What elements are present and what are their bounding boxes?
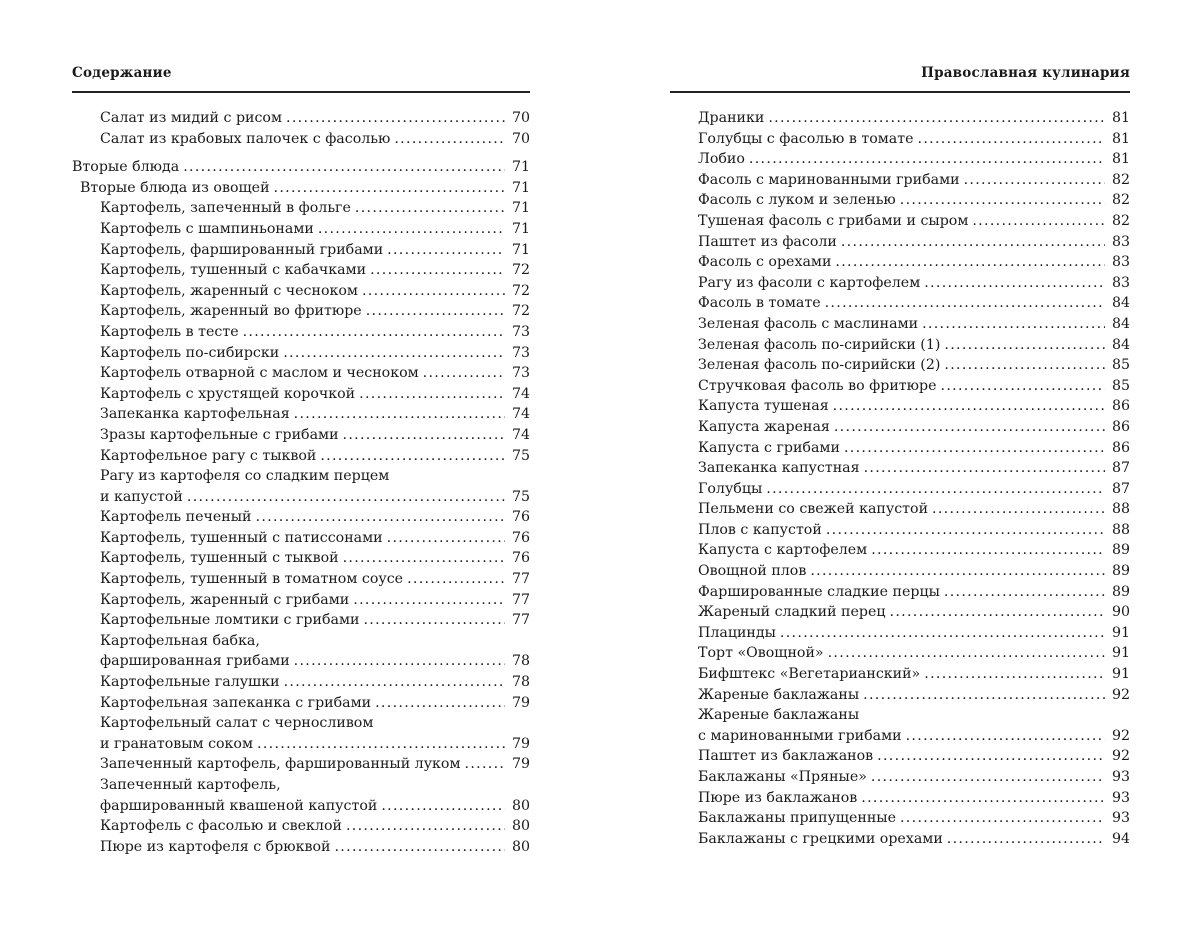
dot-leader xyxy=(780,623,1105,644)
toc-entry-page-number: 87 xyxy=(1111,480,1130,497)
toc-entry xyxy=(72,590,530,611)
toc-entry-title: Драники xyxy=(698,110,765,126)
toc-entry-title: Картофель, тушенный с патиссонами xyxy=(100,529,383,546)
toc-entry xyxy=(670,520,1130,541)
toc-entry-title: Запеканка капустная xyxy=(698,460,860,477)
dot-leader xyxy=(828,643,1105,664)
header-rule-left xyxy=(72,91,530,93)
toc-entry-page-number: 74 xyxy=(511,385,530,402)
toc-entry-page-number: 80 xyxy=(511,818,530,835)
toc-entry-title: Фасоль в томате xyxy=(698,295,821,312)
toc-entry-page-number: 91 xyxy=(1111,624,1130,641)
toc-entry-page-number: 92 xyxy=(1111,748,1130,765)
toc-entry-title: Фасоль с маринованными грибами xyxy=(698,171,960,188)
toc-entry xyxy=(670,540,1130,561)
toc-entry xyxy=(670,149,1130,170)
dot-leader xyxy=(375,693,505,714)
dot-leader xyxy=(318,219,505,240)
toc-entry xyxy=(670,252,1130,273)
toc-entry-title: Вторые блюда из овощей xyxy=(80,179,270,196)
toc-entry xyxy=(670,438,1130,459)
toc-entry xyxy=(670,355,1130,376)
toc-entry xyxy=(72,129,530,150)
toc-entry-page-number: 78 xyxy=(511,674,530,691)
toc-entry xyxy=(72,754,530,775)
toc-entry xyxy=(670,293,1130,314)
toc-entry-title: Баклажаны припущенные xyxy=(698,810,896,827)
toc-entry-title: Картофельная запеканка с грибами xyxy=(100,694,372,711)
toc-list-right xyxy=(670,108,1130,849)
toc-entry-title: Жареные баклажаны xyxy=(698,707,860,724)
toc-entry xyxy=(72,548,530,569)
toc-entry-title: Картофельное рагу с тыквой xyxy=(100,447,317,464)
toc-entry-page-number: 71 xyxy=(511,179,530,196)
dot-leader xyxy=(749,149,1105,170)
toc-entry-title: Бифштекс «Вегетарианский» xyxy=(698,666,921,683)
dot-leader xyxy=(346,816,505,837)
toc-entry-title: Картофель отварной с маслом и чесноком xyxy=(100,365,419,382)
toc-entry-page-number: 87 xyxy=(1111,460,1130,477)
dot-leader xyxy=(294,404,505,425)
toc-entry-page-number: 73 xyxy=(511,344,530,361)
dot-leader xyxy=(906,726,1105,747)
dot-leader xyxy=(359,384,505,405)
toc-entry xyxy=(670,829,1130,850)
dot-leader xyxy=(283,343,505,364)
toc-entry-page-number: 85 xyxy=(1111,357,1130,374)
dot-leader xyxy=(353,590,505,611)
toc-entry xyxy=(670,582,1130,603)
toc-entry-title: Картофель с шампиньонами xyxy=(100,220,314,237)
toc-entry xyxy=(670,211,1130,232)
toc-entry-page-number: 79 xyxy=(511,735,530,752)
toc-entry-page-number: 81 xyxy=(1111,151,1130,168)
toc-entry-title: Зразы картофельные с грибами xyxy=(100,426,339,443)
toc-entry-title: Жареный сладкий перец xyxy=(698,604,886,621)
toc-entry xyxy=(72,569,530,590)
toc-entry-title: Салат из мидий с рисом xyxy=(100,110,283,126)
dot-leader xyxy=(387,528,505,549)
toc-entry-title: Торт «Овощной» xyxy=(698,645,824,662)
dot-leader xyxy=(944,355,1105,376)
toc-entry-title: Фасоль с орехами xyxy=(698,254,832,271)
dot-leader xyxy=(941,376,1106,397)
toc-entry-page-number: 91 xyxy=(1111,645,1130,662)
dot-leader xyxy=(964,170,1105,191)
toc-entry-title: Зеленая фасоль по-сирийски (2) xyxy=(698,357,941,374)
toc-entry-page-number: 86 xyxy=(1111,439,1130,456)
toc-entry xyxy=(670,314,1130,335)
dot-leader xyxy=(294,651,505,672)
toc-entry-title: Лобио xyxy=(698,151,745,168)
dot-leader xyxy=(243,322,505,343)
toc-entry xyxy=(670,479,1130,500)
toc-entry-title: Картофель с хрустящей корочкой xyxy=(100,385,356,402)
dot-leader xyxy=(284,672,505,693)
toc-entry xyxy=(670,335,1130,356)
toc-entry-page-number: 83 xyxy=(1111,233,1130,250)
toc-entry-page-number: 71 xyxy=(511,200,530,217)
toc-entry-title: Картофельный салат с черносливом xyxy=(100,715,374,732)
toc-entry-page-number: 76 xyxy=(511,529,530,546)
toc-entry xyxy=(72,108,530,129)
dot-leader xyxy=(465,754,506,775)
toc-entry-title: и капустой xyxy=(100,488,183,505)
toc-entry-page-number: 80 xyxy=(511,838,530,855)
toc-entry xyxy=(670,499,1130,520)
toc-entry-title: Картофель, жаренный с чесноком xyxy=(100,282,358,299)
toc-entry-page-number: 89 xyxy=(1111,563,1130,580)
toc-entry xyxy=(670,458,1130,479)
dot-leader xyxy=(863,685,1105,706)
toc-entry-title: Пюре из картофеля с брюквой xyxy=(100,838,331,855)
toc-entry xyxy=(72,363,530,384)
toc-entry-page-number: 84 xyxy=(1111,295,1130,312)
toc-entry-title: Голубцы xyxy=(698,480,763,497)
toc-entry-page-number: 72 xyxy=(511,282,530,299)
dot-leader xyxy=(890,602,1106,623)
dot-leader xyxy=(257,734,505,755)
toc-entry-page-number: 74 xyxy=(511,406,530,423)
dot-leader xyxy=(834,417,1105,438)
toc-entry xyxy=(72,157,530,178)
header-rule-right xyxy=(670,91,1130,93)
toc-entry-page-number: 88 xyxy=(1111,501,1130,518)
toc-entry-page-number: 93 xyxy=(1111,769,1130,785)
toc-entry xyxy=(670,232,1130,253)
toc-entry xyxy=(72,487,530,508)
dot-leader xyxy=(320,446,505,467)
toc-entry xyxy=(72,734,530,755)
toc-entry xyxy=(72,260,530,281)
toc-entry xyxy=(72,775,530,796)
toc-entry-title: Паштет из баклажанов xyxy=(698,748,874,765)
toc-entry xyxy=(670,376,1130,397)
toc-entry xyxy=(670,788,1130,809)
toc-entry-page-number: 71 xyxy=(511,241,530,258)
dot-leader xyxy=(766,479,1105,500)
toc-entry-title: Картофель, жаренный во фритюре xyxy=(100,303,362,320)
toc-entry-page-number: 83 xyxy=(1111,254,1130,271)
dot-leader xyxy=(922,314,1105,335)
dot-leader xyxy=(363,610,505,631)
running-head-left: Содержание xyxy=(72,65,172,81)
toc-entry xyxy=(72,816,530,837)
toc-entry-title: Картофельная бабка, xyxy=(100,632,260,649)
toc-entry-page-number: 81 xyxy=(1111,130,1130,147)
toc-entry-title: Фаршированные сладкие перцы xyxy=(698,583,940,600)
toc-entry-title: Жареные баклажаны xyxy=(698,686,860,703)
toc-entry-title: Картофельные галушки xyxy=(100,674,280,691)
toc-entry-title: Картофель, фаршированный грибами xyxy=(100,241,384,258)
toc-entry-page-number: 75 xyxy=(511,447,530,464)
dot-leader xyxy=(944,335,1105,356)
toc-entry-page-number: 84 xyxy=(1111,315,1130,332)
toc-entry-page-number: 86 xyxy=(1111,398,1130,415)
toc-entry xyxy=(670,561,1130,582)
toc-entry-title: Пюре из баклажанов xyxy=(698,789,858,806)
toc-entry-page-number: 84 xyxy=(1111,336,1130,353)
toc-entry-page-number: 93 xyxy=(1111,810,1130,827)
toc-entry-page-number: 89 xyxy=(1111,583,1130,600)
dot-leader xyxy=(256,507,506,528)
toc-entry-page-number: 88 xyxy=(1111,521,1130,538)
toc-entry-title: Овощной плов xyxy=(698,563,807,580)
toc-entry-title: Плацинды xyxy=(698,624,776,641)
dot-leader xyxy=(768,108,1105,129)
toc-entry xyxy=(72,528,530,549)
dot-leader xyxy=(343,548,505,569)
toc-entry-title: Капуста с картофелем xyxy=(698,542,868,559)
toc-entry-page-number: 92 xyxy=(1111,686,1130,703)
toc-entry-page-number: 77 xyxy=(511,591,530,608)
dot-leader xyxy=(362,281,505,302)
dot-leader xyxy=(924,273,1105,294)
toc-entry-page-number: 72 xyxy=(511,262,530,279)
dot-leader xyxy=(932,499,1105,520)
toc-entry-title: Капуста тушеная xyxy=(698,398,829,415)
toc-entry-page-number: 92 xyxy=(1111,727,1130,744)
dot-leader xyxy=(187,487,505,508)
toc-entry xyxy=(72,178,530,199)
toc-entry-title: Стручковая фасоль во фритюре xyxy=(698,377,937,394)
toc-entry-title: Баклажаны «Пряные» xyxy=(698,769,867,785)
toc-entry-title: Картофель печеный xyxy=(100,509,252,526)
toc-entry xyxy=(72,837,530,858)
toc-entry-page-number: 83 xyxy=(1111,274,1130,291)
dot-leader xyxy=(286,108,505,129)
toc-entry-page-number: 71 xyxy=(511,159,530,176)
toc-entry xyxy=(670,417,1130,438)
toc-entry xyxy=(72,466,530,487)
toc-entry xyxy=(72,425,530,446)
toc-entry xyxy=(670,705,1130,726)
toc-entry-page-number: 79 xyxy=(511,694,530,711)
toc-entry xyxy=(72,281,530,302)
toc-entry-page-number: 82 xyxy=(1111,171,1130,188)
dot-leader xyxy=(826,520,1105,541)
dot-leader xyxy=(394,129,505,150)
toc-entry xyxy=(72,693,530,714)
toc-entry-title: Плов с капустой xyxy=(698,521,822,538)
toc-entry-title: Капуста жареная xyxy=(698,418,830,435)
toc-entry-title: Паштет из фасоли xyxy=(698,233,837,250)
toc-entry xyxy=(72,507,530,528)
toc-entry-title: Картофель, тушенный с кабачками xyxy=(100,262,367,279)
toc-entry xyxy=(72,240,530,261)
toc-entry-title: Баклажаны с грецкими орехами xyxy=(698,830,943,847)
toc-entry xyxy=(72,198,530,219)
toc-entry xyxy=(72,631,530,652)
toc-entry-page-number: 76 xyxy=(511,509,530,526)
toc-entry-title: Голубцы с фасолью в томате xyxy=(698,130,914,147)
dot-leader xyxy=(355,198,505,219)
toc-entry-page-number: 91 xyxy=(1111,666,1130,683)
dot-leader xyxy=(833,396,1105,417)
toc-entry-page-number: 75 xyxy=(511,488,530,505)
toc-entry-page-number: 94 xyxy=(1111,830,1130,847)
toc-entry-page-number: 77 xyxy=(511,571,530,588)
toc-list-left xyxy=(72,108,530,857)
toc-entry-title: с маринованными грибами xyxy=(698,727,902,744)
toc-entry xyxy=(670,746,1130,767)
dot-leader xyxy=(183,157,505,178)
dot-leader xyxy=(871,767,1105,788)
toc-entry-page-number: 71 xyxy=(511,220,530,237)
dot-leader xyxy=(274,178,505,199)
dot-leader xyxy=(810,561,1105,582)
toc-entry-title: и гранатовым соком xyxy=(100,735,254,752)
toc-entry xyxy=(72,796,530,817)
toc-entry xyxy=(72,446,530,467)
toc-entry-title: Рагу из фасоли с картофелем xyxy=(698,274,921,291)
toc-entry xyxy=(670,767,1130,788)
dot-leader xyxy=(370,260,505,281)
toc-entry xyxy=(72,404,530,425)
toc-entry-page-number: 76 xyxy=(511,550,530,567)
toc-entry-page-number: 73 xyxy=(511,323,530,340)
dot-leader xyxy=(972,211,1105,232)
dot-leader xyxy=(924,664,1105,685)
toc-entry-title: Картофельные ломтики с грибами xyxy=(100,612,360,629)
dot-leader xyxy=(844,438,1105,459)
dot-leader xyxy=(334,837,505,858)
toc-entry-page-number: 81 xyxy=(1111,110,1130,126)
toc-entry xyxy=(670,664,1130,685)
toc-entry xyxy=(670,396,1130,417)
dot-leader xyxy=(861,788,1105,809)
dot-leader xyxy=(877,746,1105,767)
dot-leader xyxy=(871,540,1105,561)
toc-entry-title: Рагу из картофеля со сладким перцем xyxy=(100,468,390,485)
dot-leader xyxy=(900,190,1105,211)
toc-entry xyxy=(72,713,530,734)
toc-entry-title: Зеленая фасоль с маслинами xyxy=(698,315,919,332)
dot-leader xyxy=(407,569,505,590)
toc-entry-page-number: 80 xyxy=(511,797,530,814)
dot-leader xyxy=(423,363,505,384)
toc-entry-page-number: 70 xyxy=(511,110,530,126)
toc-entry-title: Картофель, запеченный в фольге xyxy=(100,200,351,217)
toc-entry-page-number: 90 xyxy=(1111,604,1130,621)
toc-entry xyxy=(72,672,530,693)
toc-entry-title: Вторые блюда xyxy=(72,159,180,176)
toc-entry xyxy=(670,190,1130,211)
toc-entry-page-number: 72 xyxy=(511,303,530,320)
running-head-right: Православная кулинария xyxy=(921,65,1130,81)
toc-entry-title: Картофель по-сибирски xyxy=(100,344,280,361)
toc-entry-title: Капуста с грибами xyxy=(698,439,840,456)
toc-entry-title: Фасоль с луком и зеленью xyxy=(698,192,896,209)
toc-entry xyxy=(670,808,1130,829)
toc-entry-title: Картофель, тушенный в томатном соусе xyxy=(100,571,404,588)
dot-leader xyxy=(825,293,1105,314)
toc-entry xyxy=(670,170,1130,191)
toc-entry-title: Пельмени со свежей капустой xyxy=(698,501,929,518)
toc-entry-page-number: 73 xyxy=(511,365,530,382)
toc-entry-title: Запеченный картофель, xyxy=(100,777,281,793)
dot-leader xyxy=(381,796,505,817)
dot-leader xyxy=(864,458,1105,479)
toc-entry xyxy=(72,322,530,343)
toc-entry-page-number: 74 xyxy=(511,426,530,443)
toc-entry-page-number: 89 xyxy=(1111,542,1130,559)
toc-entry-title: Картофель, жаренный с грибами xyxy=(100,591,350,608)
toc-entry xyxy=(670,685,1130,706)
toc-entry-page-number: 78 xyxy=(511,653,530,670)
toc-entry xyxy=(72,343,530,364)
toc-entry-title: Запеченный картофель, фаршированный луком xyxy=(100,756,461,773)
toc-entry-page-number: 82 xyxy=(1111,192,1130,209)
toc-entry-page-number: 86 xyxy=(1111,418,1130,435)
toc-entry-page-number: 93 xyxy=(1111,789,1130,806)
dot-leader xyxy=(947,829,1105,850)
toc-entry xyxy=(670,643,1130,664)
toc-entry xyxy=(72,219,530,240)
toc-entry xyxy=(670,108,1130,129)
toc-entry xyxy=(670,273,1130,294)
toc-entry-title: Картофель с фасолью и свеклой xyxy=(100,818,342,835)
toc-entry-title: Запеканка картофельная xyxy=(100,406,290,423)
dot-leader xyxy=(343,425,505,446)
toc-entry xyxy=(72,651,530,672)
toc-entry xyxy=(72,301,530,322)
dot-leader xyxy=(944,582,1105,603)
dot-leader xyxy=(366,301,505,322)
toc-entry-page-number: 70 xyxy=(511,130,530,147)
dot-leader xyxy=(841,232,1105,253)
toc-entry-title: Картофель в тесте xyxy=(100,323,239,340)
toc-entry-title: Салат из крабовых палочек с фасолью xyxy=(100,130,391,147)
toc-entry-page-number: 79 xyxy=(511,756,530,773)
toc-entry-page-number: 85 xyxy=(1111,377,1130,394)
toc-entry-title: Тушеная фасоль с грибами и сыром xyxy=(698,212,969,229)
toc-entry xyxy=(72,384,530,405)
dot-leader xyxy=(918,129,1106,150)
toc-entry xyxy=(670,623,1130,644)
toc-entry-title: Картофель, тушенный с тыквой xyxy=(100,550,339,567)
dot-leader xyxy=(900,808,1105,829)
toc-entry xyxy=(72,610,530,631)
toc-entry xyxy=(670,602,1130,623)
dot-leader xyxy=(387,240,505,261)
toc-entry-title: Зеленая фасоль по-сирийски (1) xyxy=(698,336,941,353)
toc-entry-title: фаршированный квашеной капустой xyxy=(100,797,378,814)
toc-entry xyxy=(670,726,1130,747)
toc-entry-page-number: 77 xyxy=(511,612,530,629)
toc-entry-title: фаршированная грибами xyxy=(100,653,290,670)
toc-entry xyxy=(670,129,1130,150)
dot-leader xyxy=(835,252,1105,273)
toc-entry-page-number: 82 xyxy=(1111,212,1130,229)
